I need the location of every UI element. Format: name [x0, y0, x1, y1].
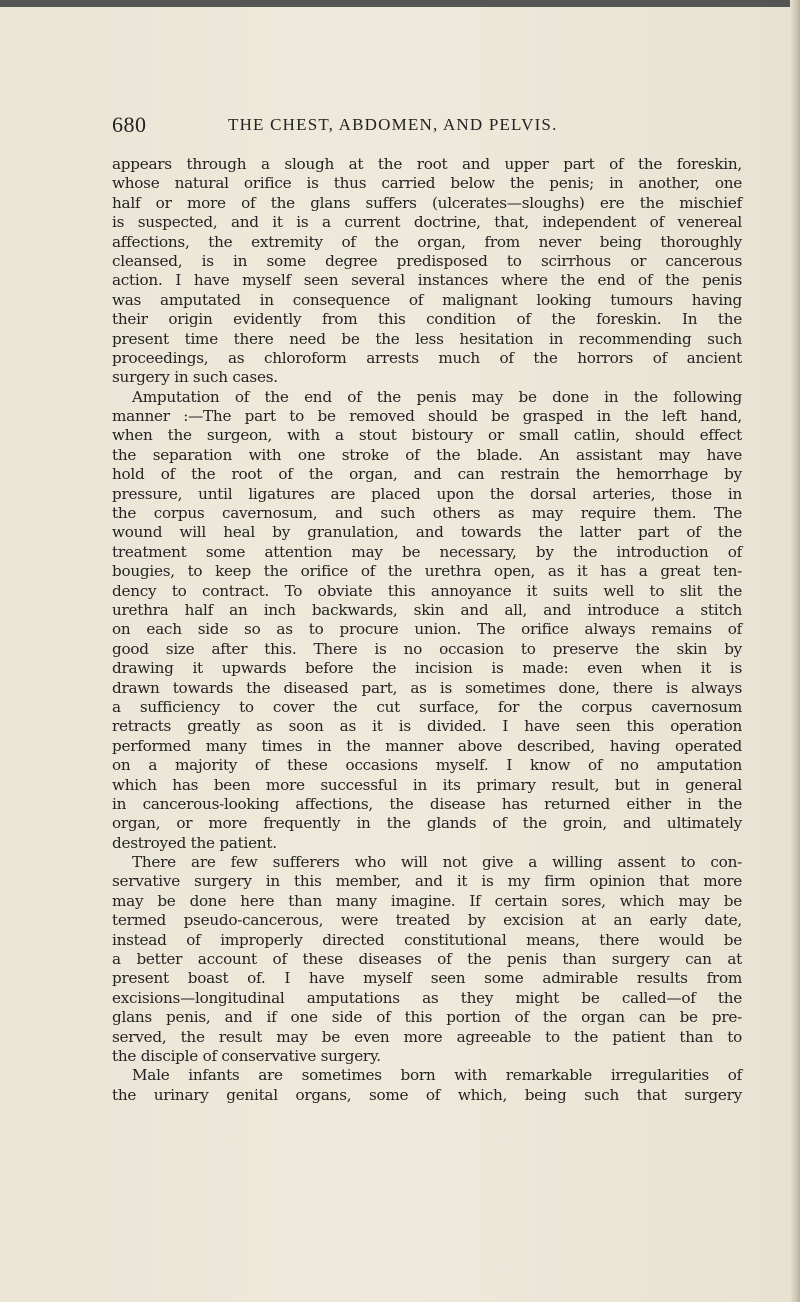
text-line: is suspected, and it is a current doctrine, that, independent of venereal: [112, 213, 742, 232]
text-line: when the surgeon, with a stout bistoury or small catlin, should effect: [112, 426, 742, 445]
text-line: dency to contract. To obviate this annoyance it suits well to slit the: [112, 581, 742, 600]
text-line: hold of the root of the organ, and can restrain the hemorrhage by: [112, 465, 742, 484]
running-head: THE CHEST, ABDOMEN, AND PELVIS.: [228, 115, 558, 134]
text-line: Male infants are sometimes born with remarkable irregularities of: [132, 1066, 742, 1085]
text-line: There are few sufferers who will not give a willing assent to con-: [132, 853, 742, 872]
text-line: treatment some attention may be necessary, by the introduction of: [112, 542, 742, 561]
page-header: [112, 112, 742, 138]
text-line: half or more of the glans suffers (ulcerates—sloughs) ere the mischief: [112, 193, 742, 212]
text-line: surgery in such cases.: [112, 368, 278, 387]
text-line: served, the result may be even more agreeable to the patient than to: [112, 1027, 742, 1046]
text-line: action. I have myself seen several instances where the end of the penis: [112, 271, 742, 290]
page-number: 680: [112, 112, 147, 137]
text-line: present boast of. I have myself seen some admirable results from: [112, 969, 742, 988]
text-line: manner :—The part to be removed should be grasped in the left hand,: [112, 407, 742, 426]
text-line: the urinary genital organs, some of which, being such that surgery: [112, 1085, 742, 1104]
text-line: appears through a slough at the root and upper part of the foreskin,: [112, 155, 742, 173]
text-line: the separation with one stroke of the blade. An assistant may have: [112, 445, 742, 464]
text-line: retracts greatly as soon as it is divided. I have seen this operation: [112, 717, 742, 736]
text-line: proceedings, as chloroform arrests much of the horrors of ancient: [112, 348, 742, 367]
text-line: instead of improperly directed constitutional means, there would be: [112, 930, 742, 949]
text-line: a better account of these diseases of the penis than surgery can at: [112, 950, 742, 969]
body-text: [112, 155, 742, 1105]
text-line: wound will heal by granulation, and towards the latter part of the: [112, 523, 742, 542]
page-edge: [790, 0, 800, 1302]
text-line: affections, the extremity of the organ, from never being thoroughly: [112, 232, 742, 251]
text-line: drawn towards the diseased part, as is sometimes done, there is always: [112, 678, 742, 697]
text-line: excisions—longitudinal amputations as they might be called—of the: [112, 988, 742, 1007]
text-line: a sufficiency to cover the cut surface, for the corpus cavernosum: [112, 697, 742, 716]
text-line: pressure, until ligatures are placed upon the dorsal arteries, those in: [112, 484, 742, 503]
text-line: drawing it upwards before the incision is made: even when it is: [112, 659, 742, 678]
text-line: Amputation of the end of the penis may be done in the following: [132, 387, 742, 406]
text-line: in cancerous-looking affections, the disease has returned either in the: [112, 794, 742, 813]
text-line: may be done here than many imagine. If certain sores, which may be: [112, 891, 742, 910]
text-line: good size after this. There is no occasion to preserve the skin by: [112, 639, 742, 658]
text-line: bougies, to keep the orifice of the urethra open, as it has a great ten-: [112, 562, 742, 581]
text-line: servative surgery in this member, and it is my firm opinion that more: [112, 872, 742, 891]
text-line: performed many times in the manner above described, having operated: [112, 736, 742, 755]
text-line: whose natural orifice is thus carried below the penis; in another, one: [112, 174, 742, 193]
text-line: which has been more successful in its primary result, but in general: [112, 775, 742, 794]
text-line: the corpus cavernosum, and such others as may require them. The: [112, 504, 742, 523]
text-line: organ, or more frequently in the glands of the groin, and ultimately: [112, 814, 742, 833]
text-line: urethra half an inch backwards, skin and all, and introduce a stitch: [112, 600, 742, 619]
text-line: cleansed, is in some degree predisposed to scirrhous or cancerous: [112, 251, 742, 270]
text-line: on each side so as to procure union. The orifice always remains of: [112, 620, 742, 639]
text-line: glans penis, and if one side of this portion of the organ can be pre-: [112, 1008, 742, 1027]
text-line: their origin evidently from this condition of the foreskin. In the: [112, 310, 742, 329]
top-border: [0, 0, 800, 7]
text-line: was amputated in consequence of malignant looking tumours having: [112, 290, 742, 309]
text-line: present time there need be the less hesitation in recommending such: [112, 329, 742, 348]
text-line: the disciple of conservative surgery.: [112, 1046, 381, 1065]
text-line: termed pseudo-cancerous, were treated by excision at an early date,: [112, 911, 742, 930]
text-line: destroyed the patient.: [112, 833, 277, 852]
text-line: on a majority of these occasions myself. I know of no amputation: [112, 756, 742, 775]
